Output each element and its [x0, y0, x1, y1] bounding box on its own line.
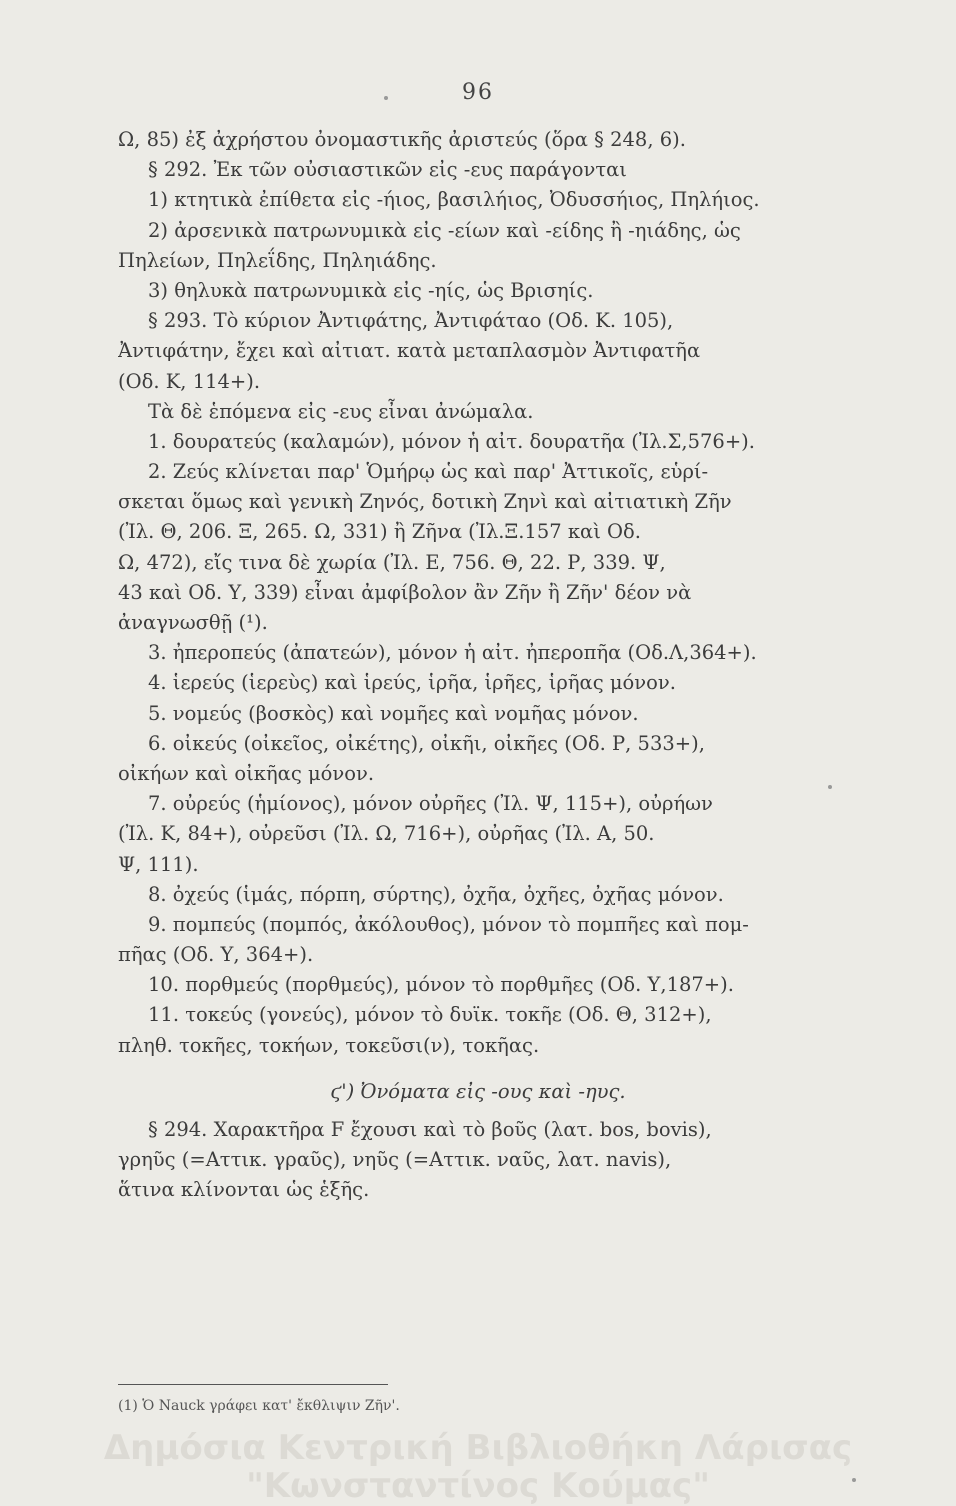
section-heading: ϛ') Ὀνόματα εἰς -ους καὶ -ηυς.: [330, 1079, 626, 1103]
text-line: πληθ. τοκῆες, τοκήων, τοκεῦσι(ν), τοκῆας.: [118, 1033, 540, 1057]
footnote: (1) Ὁ Nauck γράφει κατ' ἔκθλιψιν Ζῆν'.: [118, 1398, 400, 1414]
text-line: ἀναγνωσθῇ (¹).: [118, 611, 268, 634]
list-item-9: 9. πομπεύς (πομπός, ἀκόλουθος), μόνον τὸ πομπῆες καὶ πομ-: [148, 912, 749, 936]
text-line: (Οδ. Κ, 114+).: [118, 369, 261, 393]
library-watermark-subtitle: "Κωνσταντίνος Κούμας": [246, 1466, 710, 1506]
text-line: (Ἰλ. Κ, 84+), οὐρεῦσι (Ἰλ. Ω, 716+), οὐρῆας (Ἰλ. Α, 50.: [118, 822, 655, 846]
page-number: 96: [462, 80, 494, 105]
list-item-11: 11. τοκεύς (γονεύς), μόνον τὸ δυϊκ. τοκῆε (Οδ. Θ, 312+),: [148, 1003, 712, 1027]
scan-speck: [828, 785, 832, 789]
footnote-divider: [118, 1384, 388, 1385]
text-line: (Ἰλ. Θ, 206. Ξ, 265. Ω, 331) ἢ Ζῆνα (Ἰλ.Ξ.157 καὶ Οδ.: [118, 520, 641, 544]
section-292-heading: § 292. Ἐκ τῶν οὐσιαστικῶν εἰς -ευς παράγονται: [148, 158, 627, 182]
list-item-5: 5. νομεύς (βοσκὸς) καὶ νομῆες καὶ νομῆας μόνον.: [148, 701, 639, 725]
list-item-3: 3. ἠπεροπεύς (ἀπατεών), μόνον ἡ αἰτ. ἠπεροπῆα (Οδ.Λ,364+).: [148, 641, 757, 665]
text-line: 2) ἀρσενικὰ πατρωνυμικὰ εἰς -είων καὶ -είδης ἢ -ηιάδης, ὡς: [148, 218, 741, 242]
text-line: Ψ, 111).: [118, 852, 199, 876]
list-item-10: 10. πορθμεύς (πορθμεύς), μόνον τὸ πορθμῆες (Οδ. Υ,187+).: [148, 973, 734, 997]
list-item-4: 4. ἱερεύς (ἱερεὺς) καὶ ἱρεύς, ἱρῆα, ἱρῆες, ἱρῆας μόνον.: [148, 671, 676, 695]
library-watermark: Δημόσια Κεντρική Βιβλιοθήκη Λάρισας: [103, 1428, 853, 1468]
section-293-heading: § 293. Τὸ κύριον Ἀντιφάτης, Ἀντιφάταο (Οδ. Κ. 105),: [148, 309, 674, 333]
list-item-1: 1. δουρατεύς (καλαμών), μόνον ἡ αἰτ. δουρατῆα (Ἰλ.Σ,576+).: [148, 429, 755, 453]
section-294-heading: § 294. Χαρακτῆρα F ἔχουσι καὶ τὸ βοῦς (λατ. bos, bovis),: [148, 1117, 712, 1141]
text-line: 43 καὶ Οδ. Υ, 339) εἶναι ἀμφίβολον ἂν Ζῆν ἢ Ζῆν' δέον νὰ: [118, 580, 692, 604]
text-line: 1) κτητικὰ ἐπίθετα εἰς -ήιος, βασιλήιος, Ὀδυσσήιος, Πηλήιος.: [148, 188, 760, 212]
text-line: Πηλείων, Πηλεΐδης, Πηληιάδης.: [118, 248, 437, 272]
body-text: [118, 125, 838, 1205]
text-line: Τὰ δὲ ἑπόμενα εἰς -ευς εἶναι ἀνώμαλα.: [148, 399, 534, 423]
text-line: γρηῦς (=Αττικ. γραῦς), νηῦς (=Αττικ. ναῦς, λατ. navis),: [118, 1148, 672, 1171]
text-line: σκεται ὅμως καὶ γενικὴ Ζηνός, δοτικὴ Ζηνὶ καὶ αἰτιατικὴ Ζῆν: [118, 490, 732, 514]
text-line: Ἀντιφάτην, ἔχει καὶ αἰτιατ. κατὰ μεταπλασμὸν Ἀντιφατῆα: [118, 339, 701, 363]
text-line: Ω, 472), εἴς τινα δὲ χωρία (Ἰλ. Ε, 756. Θ, 22. Ρ, 339. Ψ,: [118, 550, 666, 574]
list-item-6: 6. οἰκεύς (οἰκεῖος, οἰκέτης), οἰκῆι, οἰκῆες (Οδ. Ρ, 533+),: [148, 731, 705, 755]
text-line: ἅτινα κλίνονται ὡς ἑξῆς.: [118, 1178, 370, 1202]
list-item-2: 2. Ζεύς κλίνεται παρ' Ὁμήρῳ ὡς καὶ παρ' Ἀττικοῖς, εὑρί-: [148, 460, 709, 484]
text-line: Ω, 85) ἐξ ἀχρήστου ὀνομαστικῆς ἀριστεύς (ὅρα § 248, 6).: [118, 128, 686, 151]
list-item-7: 7. οὐρεύς (ἡμίονος), μόνον οὐρῆες (Ἰλ. Ψ, 115+), οὐρήων: [148, 792, 713, 816]
text-line: 3) θηλυκὰ πατρωνυμικὰ εἰς -ηίς, ὡς Βρισηίς.: [148, 278, 594, 302]
scan-speck: [384, 96, 388, 100]
scan-speck: [852, 1478, 856, 1482]
list-item-8: 8. ὀχεύς (ἱμάς, πόρπη, σύρτης), ὀχῆα, ὀχῆες, ὀχῆας μόνον.: [148, 882, 724, 906]
text-line: πῆας (Οδ. Υ, 364+).: [118, 943, 314, 967]
text-line: οἰκήων καὶ οἰκῆας μόνον.: [118, 761, 375, 785]
